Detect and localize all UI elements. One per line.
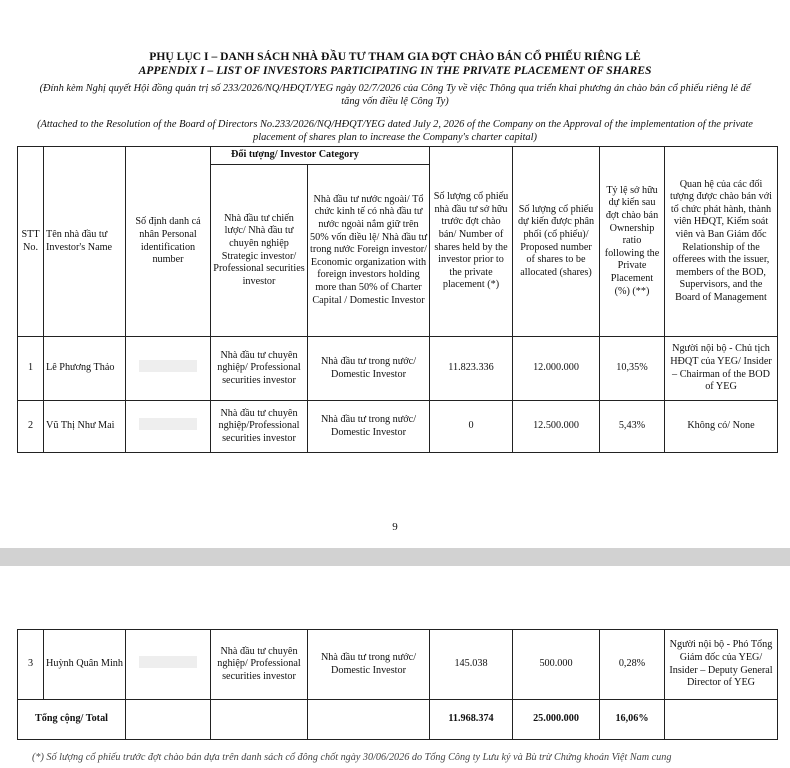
row-ownership-ratio: 10,35%	[600, 337, 665, 401]
row-personal-id	[126, 337, 211, 401]
header-strategic-investor: Nhà đầu tư chiến lược/ Nhà đầu tư chuyên nghiệp Strategic investor/ Professional securities investor	[211, 165, 308, 337]
table-row	[18, 401, 778, 453]
row-personal-id	[126, 630, 211, 700]
row-ownership-ratio: 5,43%	[600, 401, 665, 453]
row-stt: 2	[18, 401, 44, 453]
table-row	[18, 337, 778, 401]
row-domestic: Nhà đầu tư trong nước/ Domestic Investor	[308, 337, 430, 401]
attachment-note-vietnamese: (Đính kèm Nghị quyết Hội đồng quản trị số 233/2026/NQ/HĐQT/YEG ngày 02/7/2026 của Công Ty về việc Thông qua triển khai phương án chào bán cổ phiếu riêng lẻ để tăng vốn điều lệ Công Ty)	[39, 83, 751, 107]
row-shares-held: 0	[430, 401, 513, 453]
row-domestic: Nhà đầu tư trong nước/ Domestic Investor	[308, 401, 430, 453]
row-shares-held: 11.823.336	[430, 337, 513, 401]
row-stt: 1	[18, 337, 44, 401]
redacted-id	[139, 656, 197, 668]
header-relationship: Quan hệ của các đối tượng được chào bán với tổ chức phát hành, thành viên HĐQT, Kiểm soát viên và Ban Giám đốc Relationship of the offerees with the issuer, members of the BOD, Supervisors, and the Board of Management	[665, 147, 778, 337]
redacted-id	[139, 418, 197, 430]
header-investor-name: Tên nhà đầu tư Investor's Name	[44, 147, 126, 337]
row-ownership-ratio: 0,28%	[600, 630, 665, 700]
title-english: APPENDIX I – LIST OF INVESTORS PARTICIPATING IN THE PRIVATE PLACEMENT OF SHARES	[138, 64, 652, 77]
header-stt: STT No.	[18, 147, 44, 337]
row-stt: 3	[18, 630, 44, 700]
header-shares-held: Số lượng cổ phiếu nhà đầu tư sở hữu trước đợt chào bán/ Number of shares held by the investor prior to the private placement (*)	[430, 147, 513, 337]
row-personal-id	[126, 401, 211, 453]
row-shares-held: 145.038	[430, 630, 513, 700]
footnote: (*) Số lượng cổ phiếu trước đợt chào bán dựa trên danh sách cổ đông chốt ngày 30/06/2026 do Tổng Công ty Lưu ký và Bù trừ Chứng khoán Việt Nam cung	[32, 752, 672, 763]
row-category: Nhà đầu tư chuyên nghiệp/ Professional securities investor	[211, 337, 308, 401]
header-investor-category: Đối tượng/ Investor Category	[211, 147, 430, 165]
header-ownership-ratio: Tỷ lệ sở hữu dự kiến sau đợt chào bán Ownership ratio following the Private Placement (%) (**)	[600, 147, 665, 337]
attachment-note-english: (Attached to the Resolution of the Board of Directors No.233/2026/NQ/HĐQT/YEG dated July 2, 2026 of the Company on the Approval of the implementation of the private placement of shares plan to increase the Company's charter capital)	[37, 119, 753, 143]
total-row	[18, 700, 778, 740]
total-shares-allocated: 25.000.000	[513, 700, 600, 740]
investor-table	[17, 146, 778, 453]
row-shares-allocated: 12.000.000	[513, 337, 600, 401]
header-personal-id: Số định danh cá nhân Personal identification number	[126, 147, 211, 337]
row-investor-name: Vũ Thị Như Mai	[44, 401, 126, 453]
total-ownership-ratio: 16,06%	[600, 700, 665, 740]
row-relationship: Người nội bộ - Chủ tịch HĐQT của YEG/ Insider – Chairman of the BOD of YEG	[665, 337, 778, 401]
redacted-id	[139, 360, 197, 372]
header-foreign-investor: Nhà đầu tư nước ngoài/ Tổ chức kinh tế có nhà đầu tư nước ngoài nắm giữ trên 50% vốn điều lệ/ Nhà đầu tư trong nước Foreign investor/ Economic organization with foreign investors holding more than 50% of Charter Capital / Domestic Investor	[308, 165, 430, 337]
row-shares-allocated: 12.500.000	[513, 401, 600, 453]
table-row	[18, 630, 778, 700]
page-separator	[0, 548, 790, 566]
row-relationship: Người nội bộ - Phó Tổng Giám đốc của YEG/ Insider – Deputy General Director of YEG	[665, 630, 778, 700]
row-category: Nhà đầu tư chuyên nghiệp/Professional securities investor	[211, 401, 308, 453]
row-shares-allocated: 500.000	[513, 630, 600, 700]
row-investor-name: Lê Phương Thảo	[44, 337, 126, 401]
row-domestic: Nhà đầu tư trong nước/ Domestic Investor	[308, 630, 430, 700]
total-shares-held: 11.968.374	[430, 700, 513, 740]
row-relationship: Không có/ None	[665, 401, 778, 453]
investor-table-continued	[17, 629, 778, 740]
document-page-2	[0, 566, 790, 768]
header-shares-allocated: Số lượng cổ phiếu dự kiến được phân phối (cổ phiếu)/ Proposed number of shares to be allocated (shares)	[513, 147, 600, 337]
title-vietnamese: PHỤ LỤC I – DANH SÁCH NHÀ ĐẦU TƯ THAM GIA ĐỢT CHÀO BÁN CỔ PHIẾU RIÊNG LẺ	[149, 50, 641, 63]
total-label: Tổng cộng/ Total	[18, 700, 126, 740]
page-number: 9	[392, 521, 398, 533]
row-investor-name: Huỳnh Quân Minh	[44, 630, 126, 700]
row-category: Nhà đầu tư chuyên nghiệp/ Professional securities investor	[211, 630, 308, 700]
